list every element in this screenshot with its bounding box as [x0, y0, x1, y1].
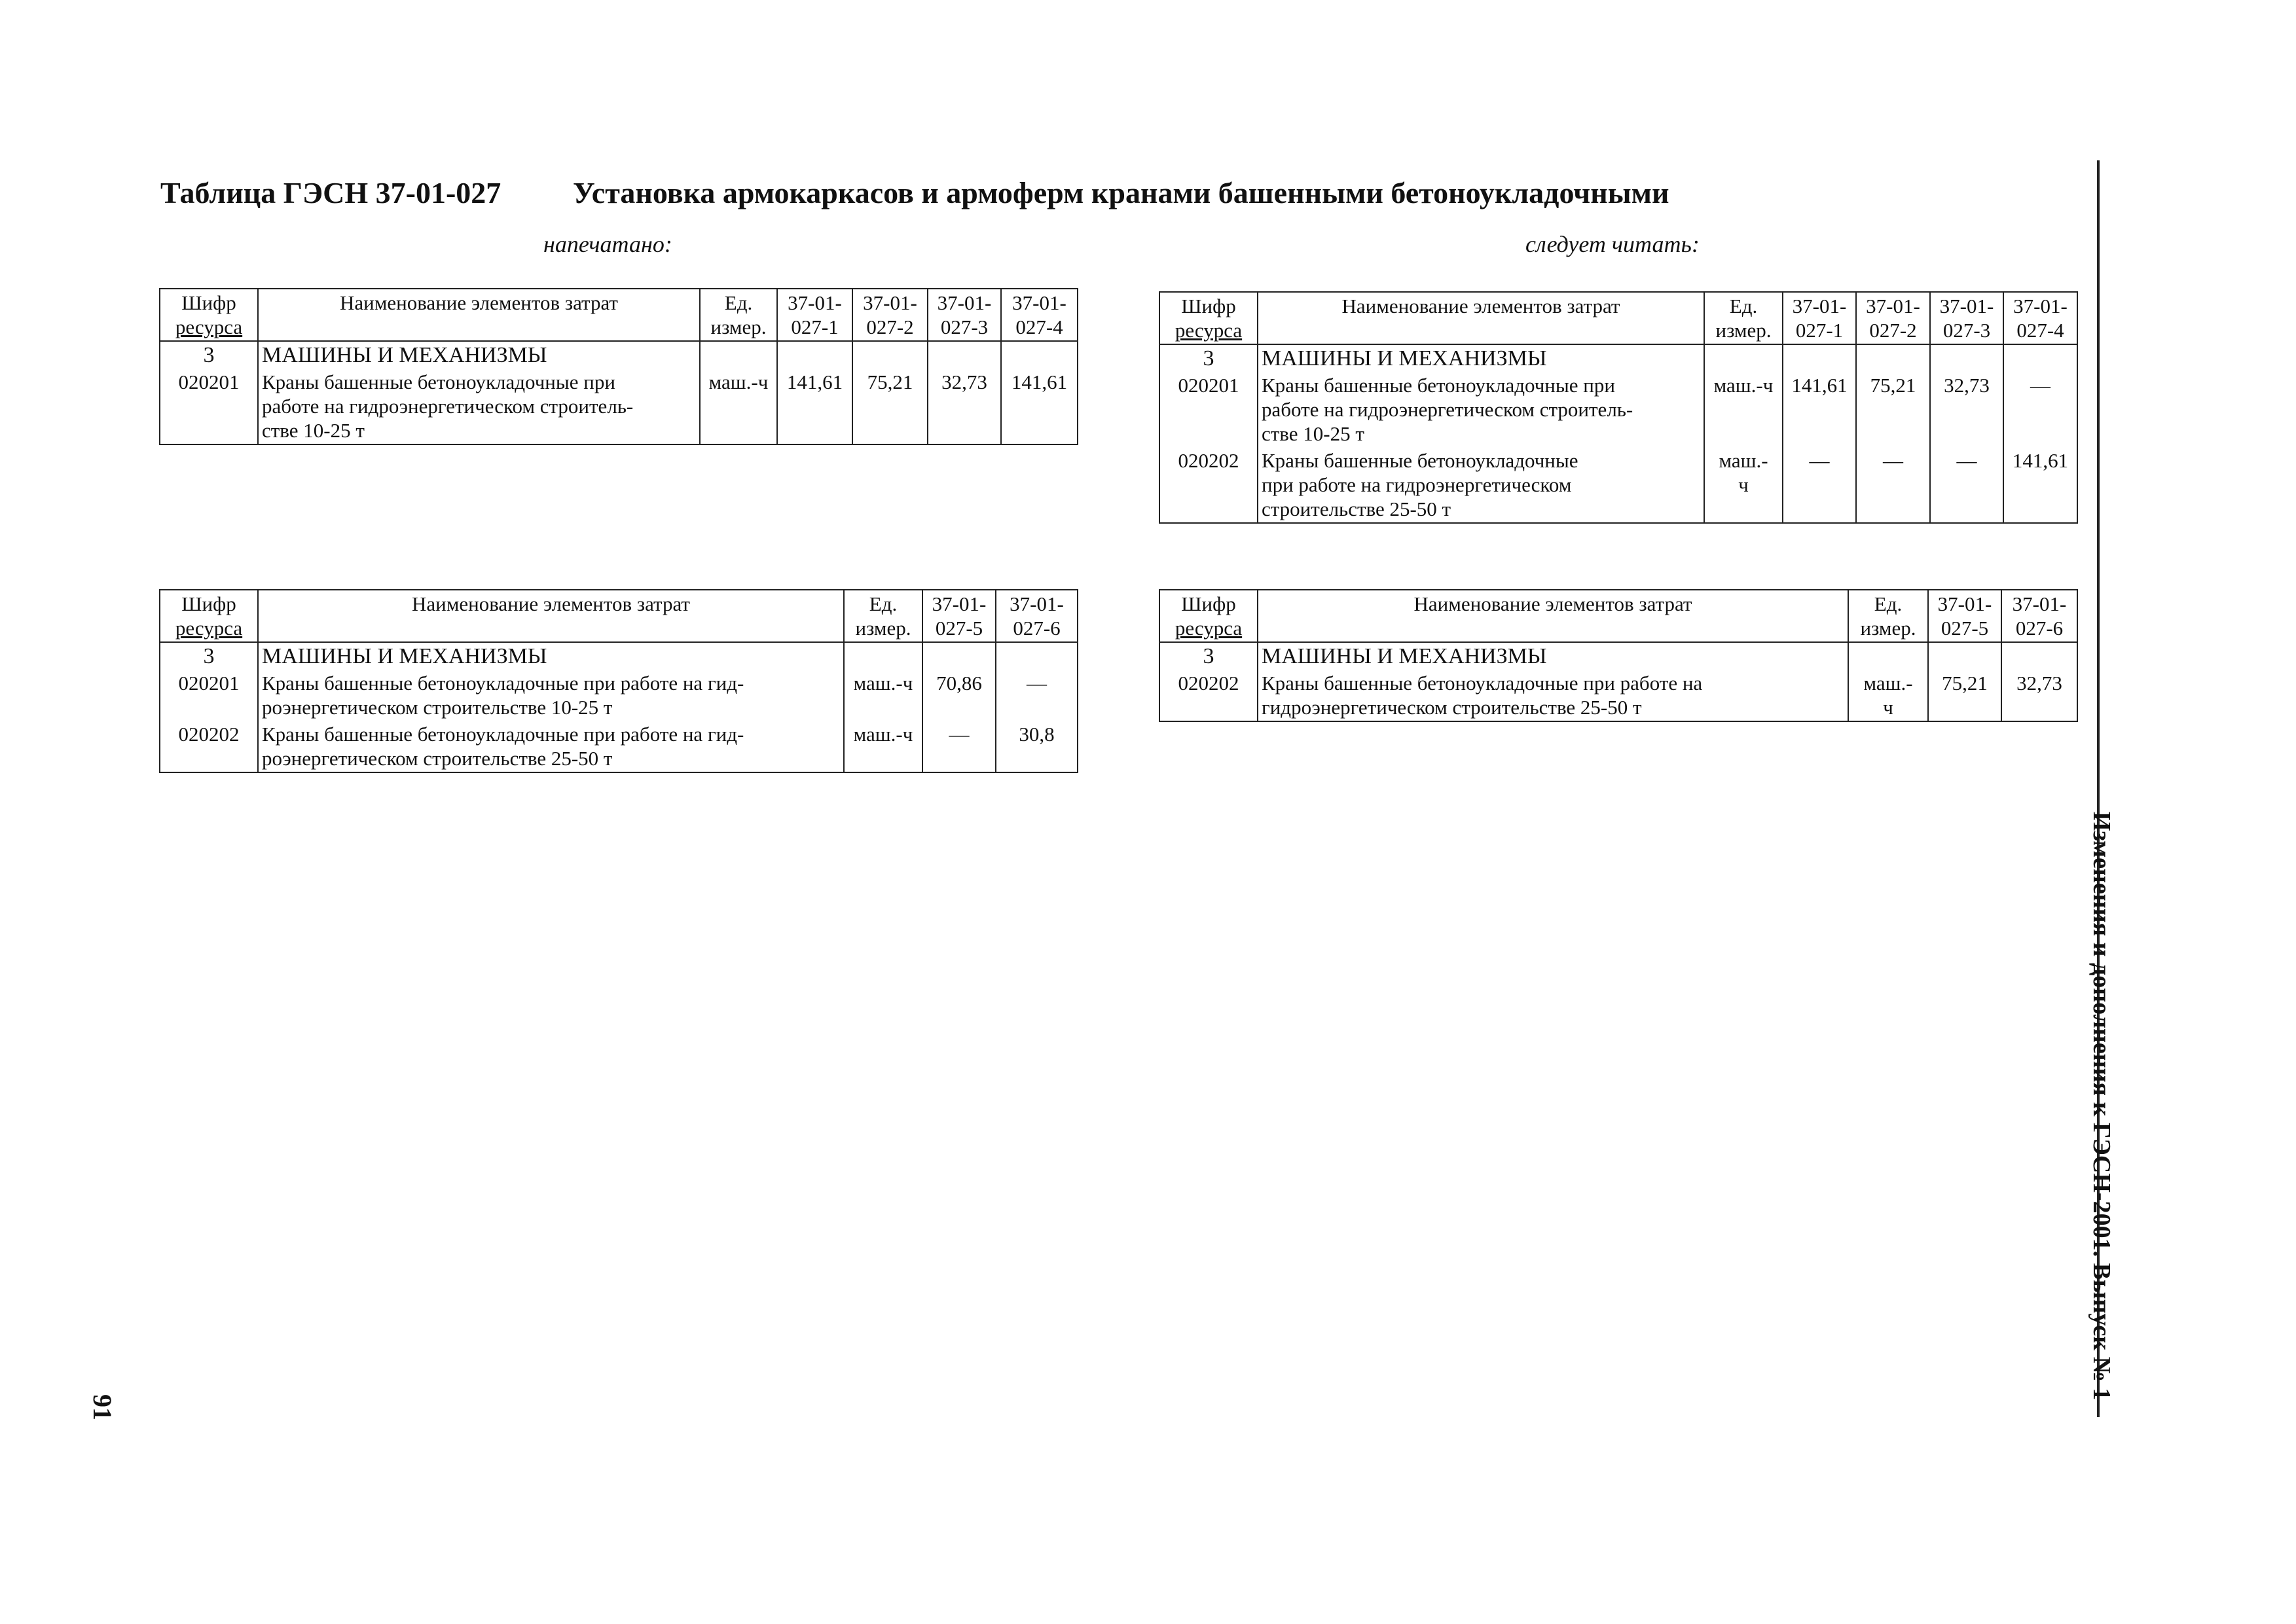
section-name: МАШИНЫ И МЕХАНИЗМЫ	[258, 341, 700, 369]
header-name: Наименование элементов затрат	[1258, 292, 1704, 344]
section-name: МАШИНЫ И МЕХАНИЗМЫ	[1258, 344, 1704, 372]
header-norm-6: 37-01- 027-6	[996, 590, 1078, 642]
printed-label: напечатано:	[543, 231, 672, 257]
value-cell: —	[996, 670, 1078, 721]
table-header-row	[1159, 292, 2077, 344]
section-name: МАШИНЫ И МЕХАНИЗМЫ	[1258, 642, 1848, 670]
section-name: МАШИНЫ И МЕХАНИЗМЫ	[258, 642, 844, 670]
table-row	[1159, 670, 2077, 721]
unit-cell: маш.-ч	[844, 721, 922, 772]
resource-code: 020201	[160, 369, 258, 444]
table-header-row	[160, 590, 1078, 642]
section-code: 3	[160, 341, 258, 369]
header-norm-4: 37-01- 027-4	[1001, 289, 1078, 341]
resource-code: 020202	[1159, 447, 1258, 523]
resource-code: 020202	[1159, 670, 1258, 721]
resource-name: Краны башенные бетоноукладочные при работе на гидроэнергетическом строительстве 25-50 т	[1258, 447, 1704, 523]
correct-table-bottom	[1159, 589, 2078, 722]
header-norm-1: 37-01- 027-1	[777, 289, 852, 341]
value-cell: —	[2003, 372, 2077, 447]
unit-cell: маш.- ч	[1704, 447, 1783, 523]
table-row	[160, 670, 1078, 721]
header-resource-code: Шифр ресурса	[160, 590, 258, 642]
resource-name: Краны башенные бетоноукладочные при работе на гид- роэнергетическом строительстве 10-25 т	[258, 670, 844, 721]
printed-table-top	[159, 288, 1078, 445]
header-unit: Ед. измер.	[700, 289, 777, 341]
value-cell: 141,61	[2003, 447, 2077, 523]
correct-table-top	[1159, 291, 2078, 524]
correct-label: следует читать:	[1525, 231, 1700, 257]
header-resource-code: Шифр ресурса	[1159, 590, 1258, 642]
header-resource-code: Шифр ресурса	[160, 289, 258, 341]
value-cell: 75,21	[852, 369, 928, 444]
value-cell: —	[1856, 447, 1930, 523]
resource-name: Краны башенные бетоноукладочные при работе на гидроэнергетическом строитель- стве 10-25 т	[1258, 372, 1704, 447]
value-cell: 32,73	[1930, 372, 2003, 447]
resource-code: 020201	[160, 670, 258, 721]
unit-cell: маш.-ч	[1704, 372, 1783, 447]
section-row	[160, 341, 1078, 369]
table-row	[1159, 447, 2077, 523]
value-cell: —	[922, 721, 996, 772]
table-header-row	[160, 289, 1078, 341]
value-cell: —	[1930, 447, 2003, 523]
value-cell: 32,73	[928, 369, 1001, 444]
side-caption: Изменения и дополнения к ГЭСН-2001. Выпуск № 1	[2088, 812, 2115, 1401]
value-cell: 141,61	[777, 369, 852, 444]
page-number: 91	[88, 1394, 117, 1420]
section-row	[1159, 344, 2077, 372]
header-unit: Ед. измер.	[844, 590, 922, 642]
unit-cell: маш.- ч	[1848, 670, 1928, 721]
header-resource-code: Шифр ресурса	[1159, 292, 1258, 344]
value-cell: 70,86	[922, 670, 996, 721]
header-name: Наименование элементов затрат	[258, 590, 844, 642]
section-code: 3	[160, 642, 258, 670]
section-code: 3	[1159, 344, 1258, 372]
value-cell: 32,73	[2001, 670, 2077, 721]
header-norm-3: 37-01- 027-3	[1930, 292, 2003, 344]
resource-code: 020202	[160, 721, 258, 772]
value-cell: 141,61	[1783, 372, 1856, 447]
header-norm-6: 37-01- 027-6	[2001, 590, 2077, 642]
value-cell: 30,8	[996, 721, 1078, 772]
section-row	[160, 642, 1078, 670]
value-cell: 141,61	[1001, 369, 1078, 444]
resource-name: Краны башенные бетоноукладочные при работе на гидроэнергетическом строительстве 25-50 т	[1258, 670, 1848, 721]
header-norm-2: 37-01- 027-2	[852, 289, 928, 341]
header-name: Наименование элементов затрат	[258, 289, 700, 341]
printed-table-bottom	[159, 589, 1078, 773]
value-cell: 75,21	[1928, 670, 2001, 721]
table-row	[1159, 372, 2077, 447]
unit-cell: маш.-ч	[700, 369, 777, 444]
table-row	[160, 721, 1078, 772]
section-code: 3	[1159, 642, 1258, 670]
header-norm-5: 37-01- 027-5	[1928, 590, 2001, 642]
unit-cell: маш.-ч	[844, 670, 922, 721]
value-cell: —	[1783, 447, 1856, 523]
header-norm-1: 37-01- 027-1	[1783, 292, 1856, 344]
header-norm-3: 37-01- 027-3	[928, 289, 1001, 341]
table-row	[160, 369, 1078, 444]
header-norm-5: 37-01- 027-5	[922, 590, 996, 642]
page-title	[160, 175, 1669, 210]
header-norm-4: 37-01- 027-4	[2003, 292, 2077, 344]
value-cell: 75,21	[1856, 372, 1930, 447]
header-name: Наименование элементов затрат	[1258, 590, 1848, 642]
resource-code: 020201	[1159, 372, 1258, 447]
table-title: Установка армокаркасов и армоферм кранами башенными бетоноукладочными	[573, 176, 1669, 209]
resource-name: Краны башенные бетоноукладочные при работе на гидроэнергетическом строитель- стве 10-25 т	[258, 369, 700, 444]
section-row	[1159, 642, 2077, 670]
table-header-row	[1159, 590, 2077, 642]
table-code: Таблица ГЭСН 37-01-027	[160, 176, 501, 209]
header-unit: Ед. измер.	[1704, 292, 1783, 344]
header-unit: Ед. измер.	[1848, 590, 1928, 642]
header-norm-2: 37-01- 027-2	[1856, 292, 1930, 344]
resource-name: Краны башенные бетоноукладочные при работе на гид- роэнергетическом строительстве 25-50 т	[258, 721, 844, 772]
